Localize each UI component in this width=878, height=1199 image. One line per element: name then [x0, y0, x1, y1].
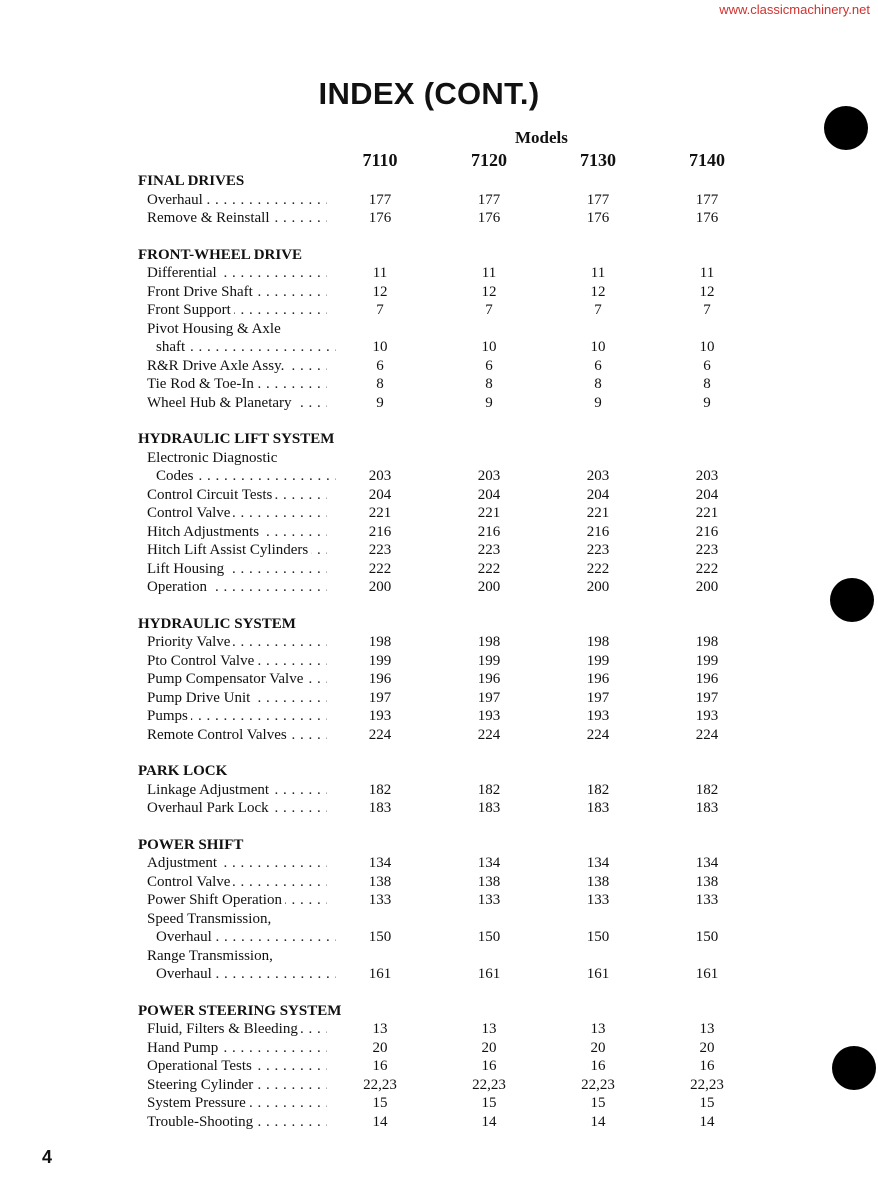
index-entry-label [147, 1020, 327, 1039]
entry-text: Front Support [147, 302, 234, 318]
index-row [0, 910, 878, 929]
section-title: FRONT-WHEEL DRIVE [138, 246, 303, 263]
entry-text: Operational Tests [147, 1058, 255, 1074]
entry-text: Hitch Adjustments [147, 524, 262, 540]
index-section [0, 430, 878, 597]
page-reference-7110: 15 [372, 1095, 388, 1111]
page-reference-7110: 14 [372, 1113, 388, 1130]
page-number: 4 [42, 1147, 53, 1167]
section-title: POWER STEERING SYSTEM [138, 1002, 342, 1019]
column-header-7140: 7140 [689, 150, 725, 170]
page-reference-7120: 198 [477, 634, 501, 650]
page-reference-7110: 199 [368, 652, 392, 669]
index-row [0, 541, 878, 560]
page-reference-7130: 222 [586, 560, 610, 577]
page-reference-7120: 7 [485, 302, 493, 318]
entry-text: System Pressure [147, 1095, 249, 1111]
index-entry-label [156, 928, 336, 947]
index-row [0, 320, 878, 339]
index-row [0, 486, 878, 505]
index-row [0, 689, 878, 708]
page-reference-7120: 204 [477, 486, 501, 503]
index-section [0, 172, 878, 228]
page-reference-7120: 196 [477, 671, 501, 687]
index-entry-label [147, 504, 327, 523]
page-reference-7130: 204 [586, 486, 610, 503]
page-reference-7130: 199 [586, 652, 610, 669]
page-reference-7120: 6 [485, 357, 493, 374]
index-section [0, 836, 878, 984]
page-reference-7110: 133 [368, 892, 392, 908]
index-entry-label [147, 449, 327, 468]
page-reference-7110: 11 [372, 265, 388, 281]
page-reference-7120: 11 [481, 265, 497, 281]
page-reference-7130: 223 [586, 542, 610, 558]
page-reference-7110: 183 [368, 800, 392, 816]
index-section [0, 1002, 878, 1132]
entry-text: Pivot Housing & Axle [147, 321, 284, 337]
page-reference-7130: 216 [586, 523, 610, 540]
index-entry-label [147, 578, 327, 597]
column-header-7120: 7120 [471, 150, 507, 170]
index-row [0, 854, 878, 873]
page-reference-7130: 161 [586, 966, 610, 982]
index-row [0, 301, 878, 320]
page-reference-7140: 8 [703, 376, 711, 392]
page-reference-7120: 176 [477, 210, 501, 226]
index-row [0, 670, 878, 689]
page-reference-7120: 177 [477, 191, 501, 208]
page-reference-7130: 150 [586, 929, 610, 945]
index-row [0, 578, 878, 597]
entry-text: Overhaul [156, 929, 215, 945]
page-reference-7120: 14 [481, 1113, 497, 1130]
entry-text: Electronic Diagnostic [147, 450, 280, 466]
index-row [0, 726, 878, 745]
entry-text: Speed Transmission, [147, 911, 274, 927]
section-title: PARK LOCK [138, 763, 228, 779]
page-reference-7140: 203 [695, 468, 719, 484]
section-title: FINAL DRIVES [138, 173, 245, 189]
index-entry-label [147, 1057, 327, 1076]
index-row [0, 1039, 878, 1058]
index-entry-label [147, 560, 327, 579]
page-reference-7140: 182 [695, 781, 719, 798]
page-reference-7130: 197 [586, 689, 610, 706]
entry-text: R&R Drive Axle Assy. [147, 358, 287, 374]
page-reference-7110: 7 [376, 302, 384, 318]
page-reference-7140: 10 [699, 339, 715, 355]
page-reference-7110: 203 [368, 468, 392, 484]
entry-text: Front Drive Shaft [147, 284, 256, 300]
entry-text: Adjustment [147, 855, 220, 871]
page-reference-7110: 134 [368, 855, 392, 871]
page-reference-7130: 8 [594, 376, 602, 392]
index-entry-label [156, 965, 336, 984]
page-reference-7110: 9 [376, 394, 384, 411]
page-reference-7130: 196 [586, 671, 610, 687]
page-reference-7110: 200 [368, 579, 392, 595]
index-entry-label [147, 891, 327, 910]
page-reference-7130: 14 [590, 1113, 606, 1130]
page-reference-7130: 134 [586, 855, 610, 871]
index-row [0, 264, 878, 283]
entry-text: Hand Pump [147, 1040, 221, 1056]
page-reference-7120: 10 [481, 339, 497, 355]
entry-text: Pump Drive Unit [147, 690, 253, 706]
index-entry-label [147, 633, 327, 652]
page-reference-7120: 8 [485, 376, 493, 392]
index-row [0, 523, 878, 542]
page-reference-7120: 183 [477, 800, 501, 816]
index-row [0, 799, 878, 818]
index-entry-label [147, 1076, 327, 1095]
page-reference-7110: 150 [368, 929, 392, 945]
index-row [0, 1057, 878, 1076]
page-reference-7120: 161 [477, 966, 501, 982]
page-reference-7120: 182 [477, 781, 501, 798]
page-reference-7120: 193 [477, 708, 501, 724]
index-row [0, 467, 878, 486]
index-row [0, 707, 878, 726]
section-title: HYDRAULIC SYSTEM [138, 615, 296, 632]
page-reference-7130: 22,23 [581, 1076, 615, 1093]
entry-text: Overhaul [156, 966, 215, 982]
page-reference-7130: 11 [590, 265, 606, 281]
page-reference-7140: 16 [699, 1058, 715, 1074]
index-section [0, 762, 878, 818]
column-header-7110: 7110 [362, 150, 398, 170]
page-reference-7140: 177 [695, 191, 719, 208]
entry-text: Wheel Hub & Planetary [147, 395, 295, 411]
index-entry-label [147, 781, 327, 800]
page-reference-7110: 204 [368, 486, 392, 503]
page-reference-7110: 198 [368, 634, 392, 650]
section-title: HYDRAULIC LIFT SYSTEM [138, 431, 335, 447]
index-row [0, 504, 878, 523]
page-reference-7120: 199 [477, 652, 501, 669]
index-entry-label [147, 707, 327, 726]
entry-text: Control Valve [147, 505, 233, 521]
page-reference-7140: 200 [695, 579, 719, 595]
page-reference-7120: 22,23 [472, 1076, 506, 1093]
index-entry-label [147, 689, 327, 708]
page-reference-7110: 20 [372, 1039, 388, 1056]
page-reference-7110: 216 [368, 523, 392, 540]
page-reference-7130: 176 [586, 210, 610, 226]
index-row [0, 633, 878, 652]
page-reference-7110: 10 [372, 339, 388, 355]
page-reference-7130: 6 [594, 357, 602, 374]
entry-text: Trouble-Shooting [147, 1114, 256, 1130]
index-entry-label [147, 357, 327, 376]
index-entry-label [147, 301, 327, 320]
entry-text: Remove & Reinstall [147, 210, 272, 226]
page-reference-7130: 203 [586, 468, 610, 484]
page-reference-7120: 197 [477, 689, 501, 706]
page-reference-7110: 176 [368, 210, 392, 226]
page-reference-7130: 16 [590, 1058, 606, 1074]
entry-text: Tie Rod & Toe-In [147, 376, 257, 392]
page-reference-7140: 150 [695, 929, 719, 945]
page-reference-7140: 222 [695, 560, 719, 577]
page-reference-7110: 221 [368, 505, 392, 521]
page-reference-7140: 161 [695, 966, 719, 982]
entry-text: Power Shift Operation [147, 892, 285, 908]
index-row [0, 947, 878, 966]
index-entry-label [147, 320, 327, 339]
index-entry-label [147, 209, 327, 228]
page-reference-7110: 197 [368, 689, 392, 706]
index-entry-label [147, 1094, 327, 1113]
page-reference-7110: 138 [368, 873, 392, 890]
index-entry-label [147, 486, 327, 505]
page-reference-7110: 16 [372, 1058, 388, 1074]
page-reference-7140: 199 [695, 652, 719, 669]
page-reference-7110: 222 [368, 560, 392, 577]
index-entry-label [147, 394, 327, 413]
page-reference-7140: 13 [699, 1021, 715, 1037]
page-reference-7140: 7 [703, 302, 711, 318]
index-row [0, 781, 878, 800]
page-reference-7110: 182 [368, 781, 392, 798]
index-section [0, 246, 878, 413]
page-reference-7140: 216 [695, 523, 719, 540]
entry-text: shaft [156, 339, 188, 355]
page-reference-7130: 20 [590, 1039, 606, 1056]
index-row [0, 965, 878, 984]
page-reference-7140: 204 [695, 486, 719, 503]
page-reference-7140: 176 [695, 210, 719, 226]
index-row [0, 560, 878, 579]
page-reference-7120: 16 [481, 1058, 497, 1074]
entry-text: Remote Control Valves [147, 727, 290, 743]
page-reference-7110: 13 [372, 1021, 388, 1037]
index-table [0, 172, 878, 1149]
page-reference-7120: 216 [477, 523, 501, 540]
page-reference-7110: 6 [376, 357, 384, 374]
index-row [0, 449, 878, 468]
entry-text: Priority Valve [147, 634, 233, 650]
page-reference-7120: 133 [477, 892, 501, 908]
page-reference-7140: 22,23 [690, 1076, 724, 1093]
entry-text: Pto Control Valve [147, 653, 257, 669]
entry-text: Range Transmission, [147, 948, 276, 964]
entry-text: Lift Housing [147, 561, 227, 577]
models-heading: Models [515, 128, 568, 147]
page-reference-7120: 138 [477, 873, 501, 890]
index-row [0, 1094, 878, 1113]
page-reference-7120: 13 [481, 1021, 497, 1037]
page-reference-7140: 9 [703, 394, 711, 411]
page-reference-7140: 14 [699, 1113, 715, 1130]
index-row [0, 283, 878, 302]
column-header-7130: 7130 [580, 150, 616, 170]
page-reference-7110: 161 [368, 966, 392, 982]
page-reference-7130: 138 [586, 873, 610, 890]
page-reference-7140: 224 [695, 726, 719, 743]
page-reference-7140: 12 [699, 283, 715, 300]
entry-text: Control Valve [147, 874, 233, 890]
page-reference-7140: 20 [699, 1039, 715, 1056]
watermark-link[interactable]: www.classicmachinery.net [719, 2, 870, 17]
entry-text: Pumps [147, 708, 191, 724]
index-section [0, 615, 878, 745]
entry-text: Pump Compensator Valve [147, 671, 306, 687]
page-reference-7140: 223 [695, 542, 719, 558]
entry-text: Fluid, Filters & Bleeding [147, 1021, 301, 1037]
index-row [0, 191, 878, 210]
page-reference-7130: 7 [594, 302, 602, 318]
index-entry-label [147, 947, 327, 966]
page-reference-7110: 193 [368, 708, 392, 724]
page-reference-7120: 15 [481, 1095, 497, 1111]
page-reference-7120: 20 [481, 1039, 497, 1056]
index-row [0, 873, 878, 892]
page-reference-7120: 200 [477, 579, 501, 595]
page-reference-7140: 11 [699, 265, 715, 281]
page-reference-7110: 223 [368, 542, 392, 558]
index-entry-label [147, 264, 327, 283]
page-reference-7140: 198 [695, 634, 719, 650]
index-entry-label [147, 799, 327, 818]
index-entry-label [156, 338, 336, 357]
page-reference-7110: 8 [376, 376, 384, 392]
index-entry-label [147, 652, 327, 671]
page-reference-7140: 134 [695, 855, 719, 871]
index-row [0, 1020, 878, 1039]
page-reference-7130: 177 [586, 191, 610, 208]
page-reference-7120: 203 [477, 468, 501, 484]
index-entry-label [147, 854, 327, 873]
page-reference-7130: 200 [586, 579, 610, 595]
page-reference-7110: 12 [372, 283, 388, 300]
page-reference-7130: 224 [586, 726, 610, 743]
index-entry-label [147, 726, 327, 745]
index-row [0, 375, 878, 394]
page-reference-7130: 193 [586, 708, 610, 724]
page-reference-7120: 222 [477, 560, 501, 577]
index-row [0, 394, 878, 413]
page-reference-7120: 134 [477, 855, 501, 871]
entry-text: Linkage Adjustment [147, 782, 272, 798]
page-reference-7130: 13 [590, 1021, 606, 1037]
page-reference-7140: 196 [695, 671, 719, 687]
index-entry-label [147, 375, 327, 394]
index-entry-label [156, 467, 336, 486]
index-row [0, 209, 878, 228]
entry-text: Operation [147, 579, 210, 595]
index-entry-label [147, 1113, 327, 1132]
page-reference-7140: 221 [695, 505, 719, 521]
index-row [0, 891, 878, 910]
page-reference-7130: 221 [586, 505, 610, 521]
entry-text: Overhaul Park Lock [147, 800, 272, 816]
section-title: POWER SHIFT [138, 836, 244, 853]
page-reference-7130: 183 [586, 800, 610, 816]
index-entry-label [147, 283, 327, 302]
page-reference-7120: 224 [477, 726, 501, 743]
index-entry-label [147, 541, 327, 560]
index-row [0, 928, 878, 947]
entry-text: Differential [147, 265, 220, 281]
page-reference-7110: 224 [368, 726, 392, 743]
index-row [0, 1076, 878, 1095]
entry-text: Hitch Lift Assist Cylinders [147, 542, 311, 558]
page-reference-7120: 12 [481, 283, 497, 300]
page-reference-7110: 177 [368, 191, 392, 208]
page-reference-7120: 9 [485, 394, 493, 411]
entry-text: Overhaul [147, 192, 206, 208]
page-reference-7120: 223 [477, 542, 501, 558]
page-reference-7130: 198 [586, 634, 610, 650]
page-reference-7110: 196 [368, 671, 392, 687]
page-reference-7140: 183 [695, 800, 719, 816]
index-row [0, 652, 878, 671]
page-reference-7140: 6 [703, 357, 711, 374]
page-reference-7130: 12 [590, 283, 606, 300]
index-row [0, 338, 878, 357]
entry-text: Steering Cylinder [147, 1077, 256, 1093]
entry-text: Control Circuit Tests [147, 487, 275, 503]
page-reference-7130: 182 [586, 781, 610, 798]
page-reference-7140: 193 [695, 708, 719, 724]
index-entry-label [147, 873, 327, 892]
page-reference-7110: 22,23 [363, 1076, 397, 1093]
page-title: INDEX (CONT.) [318, 76, 540, 111]
page-reference-7130: 15 [590, 1095, 606, 1111]
index-entry-label [147, 1039, 327, 1058]
index-row [0, 1113, 878, 1132]
page-reference-7120: 150 [477, 929, 501, 945]
page-reference-7140: 133 [695, 892, 719, 908]
page-reference-7130: 10 [590, 339, 606, 355]
index-entry-label [147, 523, 327, 542]
page-reference-7130: 133 [586, 892, 610, 908]
page-reference-7140: 15 [699, 1095, 715, 1111]
page-reference-7130: 9 [594, 394, 602, 411]
page-reference-7140: 138 [695, 873, 719, 890]
punch-hole-top [824, 106, 868, 150]
index-entry-label [147, 191, 327, 210]
page-reference-7140: 197 [695, 689, 719, 706]
index-row [0, 357, 878, 376]
entry-text: Codes [156, 468, 197, 484]
index-entry-label [147, 670, 327, 689]
index-entry-label [147, 910, 327, 929]
page-reference-7120: 221 [477, 505, 501, 521]
